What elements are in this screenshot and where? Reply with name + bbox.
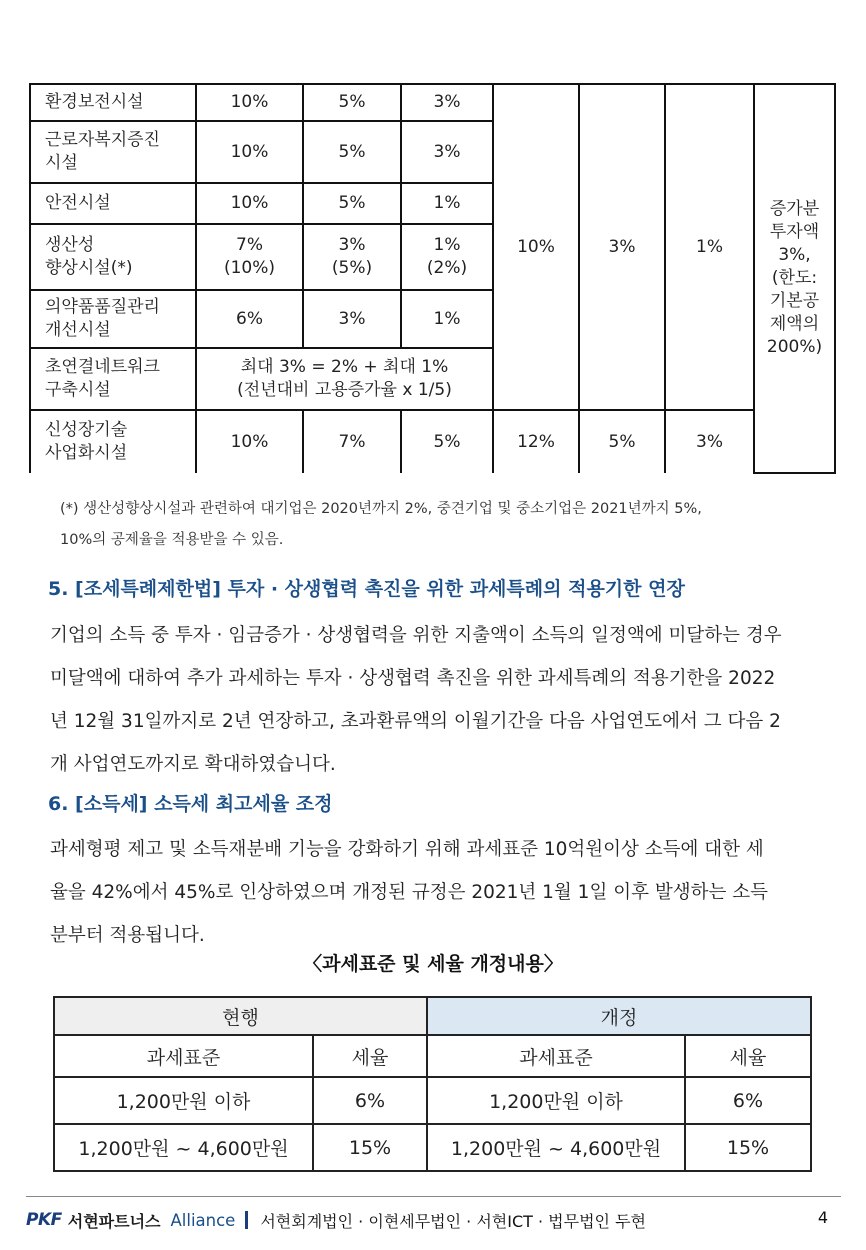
- rate-cell: 10%: [196, 410, 303, 473]
- rate-cell: 5%: [303, 183, 401, 224]
- rate-cell: 1% (2%): [401, 224, 493, 290]
- table-cell: 1,200만원 이하: [54, 1077, 313, 1124]
- table-row: [54, 1124, 811, 1171]
- facility-label: 신성장기술 사업화시설: [30, 410, 196, 473]
- section-5-body: [50, 614, 840, 786]
- facility-label: 환경보전시설: [30, 84, 196, 121]
- section-6-body: [50, 828, 840, 957]
- table-cell: 1,200만원 ~ 4,600만원: [427, 1124, 685, 1171]
- rate-cell: 5%: [303, 84, 401, 121]
- increment-line: 제액의: [769, 314, 820, 334]
- table-cell: 6%: [313, 1077, 427, 1124]
- table-cell: 15%: [685, 1124, 811, 1171]
- rate-cell: 6%: [196, 290, 303, 348]
- body-line: 과세형평 제고 및 소득재분배 기능을 강화하기 위해 과세표준 10억원이상 소득에 대한 세: [50, 839, 764, 860]
- body-line: 미달액에 대하여 추가 과세하는 투자 · 상생협력 촉진을 위한 과세특례의 적용기한을 2022: [50, 668, 776, 689]
- rate-table-caption: 〈과세표준 및 세율 개정내용〉: [303, 953, 563, 975]
- rate-cell: 3% (5%): [303, 224, 401, 290]
- increment-line: 3%,: [778, 245, 811, 265]
- increment-line: 200%): [766, 337, 823, 357]
- column-header: 세율: [685, 1035, 811, 1077]
- rate-cell: 1%: [401, 183, 493, 224]
- column-header: 과세표준: [427, 1035, 685, 1077]
- rate-cell: 10%: [196, 84, 303, 121]
- column-header: 과세표준: [54, 1035, 313, 1077]
- pkf-logo: PKF: [26, 1210, 62, 1230]
- body-line: 율을 42%에서 45%로 인상하였으며 개정된 규정은 2021년 1월 1일 이후 발생하는 소득: [50, 882, 768, 903]
- general-rate-small: 1%: [665, 84, 754, 410]
- table-cell: 6%: [685, 1077, 811, 1124]
- rate-cell: 7% (10%): [196, 224, 303, 290]
- table-row: [30, 410, 835, 473]
- rate-cell: 5%: [579, 410, 665, 473]
- table-row: [54, 1077, 811, 1124]
- table-cell: 15%: [313, 1124, 427, 1171]
- facility-label: 초연결네트워크 구축시설: [30, 348, 196, 410]
- rate-cell: 5%: [401, 410, 493, 473]
- merged-rate-cell: 최대 3% = 2% + 최대 1% (전년대비 고용증가율 x 1/5): [196, 348, 493, 410]
- section-6-title: 6. [소득세] 소득세 최고세율 조정: [48, 793, 333, 815]
- table-footnote: [60, 494, 840, 556]
- table-cell: 1,200만원 이하: [427, 1077, 685, 1124]
- member-firms: 서현회계법인 · 이현세무법인 · 서현ICT · 법무법인 두현: [260, 1211, 646, 1231]
- facility-label: 의약품품질관리 개선시설: [30, 290, 196, 348]
- rate-cell: 10%: [196, 183, 303, 224]
- table-header-row: [54, 997, 811, 1035]
- footnote-line: 10%의 공제율을 적용받을 수 있음.: [60, 532, 284, 548]
- section-5-title: 5. [조세특례제한법] 투자 · 상생협력 촉진을 위한 과세특례의 적용기한 연장: [48, 578, 685, 600]
- facility-label: 안전시설: [30, 183, 196, 224]
- revised-header: 개정: [427, 997, 811, 1035]
- alliance-label: Alliance: [170, 1210, 236, 1230]
- rate-cell: 10%: [196, 121, 303, 183]
- increment-credit-cell: [754, 84, 835, 473]
- table-subheader-row: [54, 1035, 811, 1077]
- rate-cell: 3%: [665, 410, 754, 473]
- increment-line: (한도:: [771, 268, 818, 288]
- column-header: 세율: [313, 1035, 427, 1077]
- rate-cell: 3%: [303, 290, 401, 348]
- body-line: 개 사업연도까지로 확대하였습니다.: [50, 754, 336, 775]
- body-line: 년 12월 31일까지로 2년 연장하고, 초과환류액의 이월기간을 다음 사업연도에서 그 다음 2: [50, 711, 781, 732]
- current-header: 현행: [54, 997, 427, 1035]
- rate-cell: 3%: [401, 84, 493, 121]
- tax-rate-table: [53, 996, 812, 1172]
- increment-line: 투자액: [769, 222, 820, 242]
- facility-label: 근로자복지증진 시설: [30, 121, 196, 183]
- body-line: 기업의 소득 중 투자 · 임금증가 · 상생협력을 위한 지출액이 소득의 일정액에 미달하는 경우: [50, 625, 782, 646]
- firm-name: 서현파트너스: [67, 1211, 161, 1231]
- facility-label: 생산성 향상시설(*): [30, 224, 196, 290]
- footer: [26, 1207, 646, 1233]
- rate-cell: 12%: [493, 410, 579, 473]
- rate-cell: 5%: [303, 121, 401, 183]
- page-number: 4: [817, 1208, 828, 1227]
- footer-divider: [26, 1196, 841, 1197]
- table-cell: 1,200만원 ~ 4,600만원: [54, 1124, 313, 1171]
- general-rate-mid: 3%: [579, 84, 665, 410]
- footnote-line: (*) 생산성향상시설과 관련하여 대기업은 2020년까지 2%, 중견기업 및 중소기업은 2021년까지 5%,: [60, 501, 702, 517]
- increment-line: 증가분: [769, 199, 820, 219]
- investment-credit-table: [29, 83, 836, 474]
- general-rate-large: 10%: [493, 84, 579, 410]
- rate-cell: 7%: [303, 410, 401, 473]
- rate-cell: 1%: [401, 290, 493, 348]
- increment-line: 기본공: [769, 291, 820, 311]
- footer-separator: [245, 1211, 248, 1229]
- table-row: [30, 84, 835, 121]
- body-line: 분부터 적용됩니다.: [50, 925, 205, 946]
- rate-cell: 3%: [401, 121, 493, 183]
